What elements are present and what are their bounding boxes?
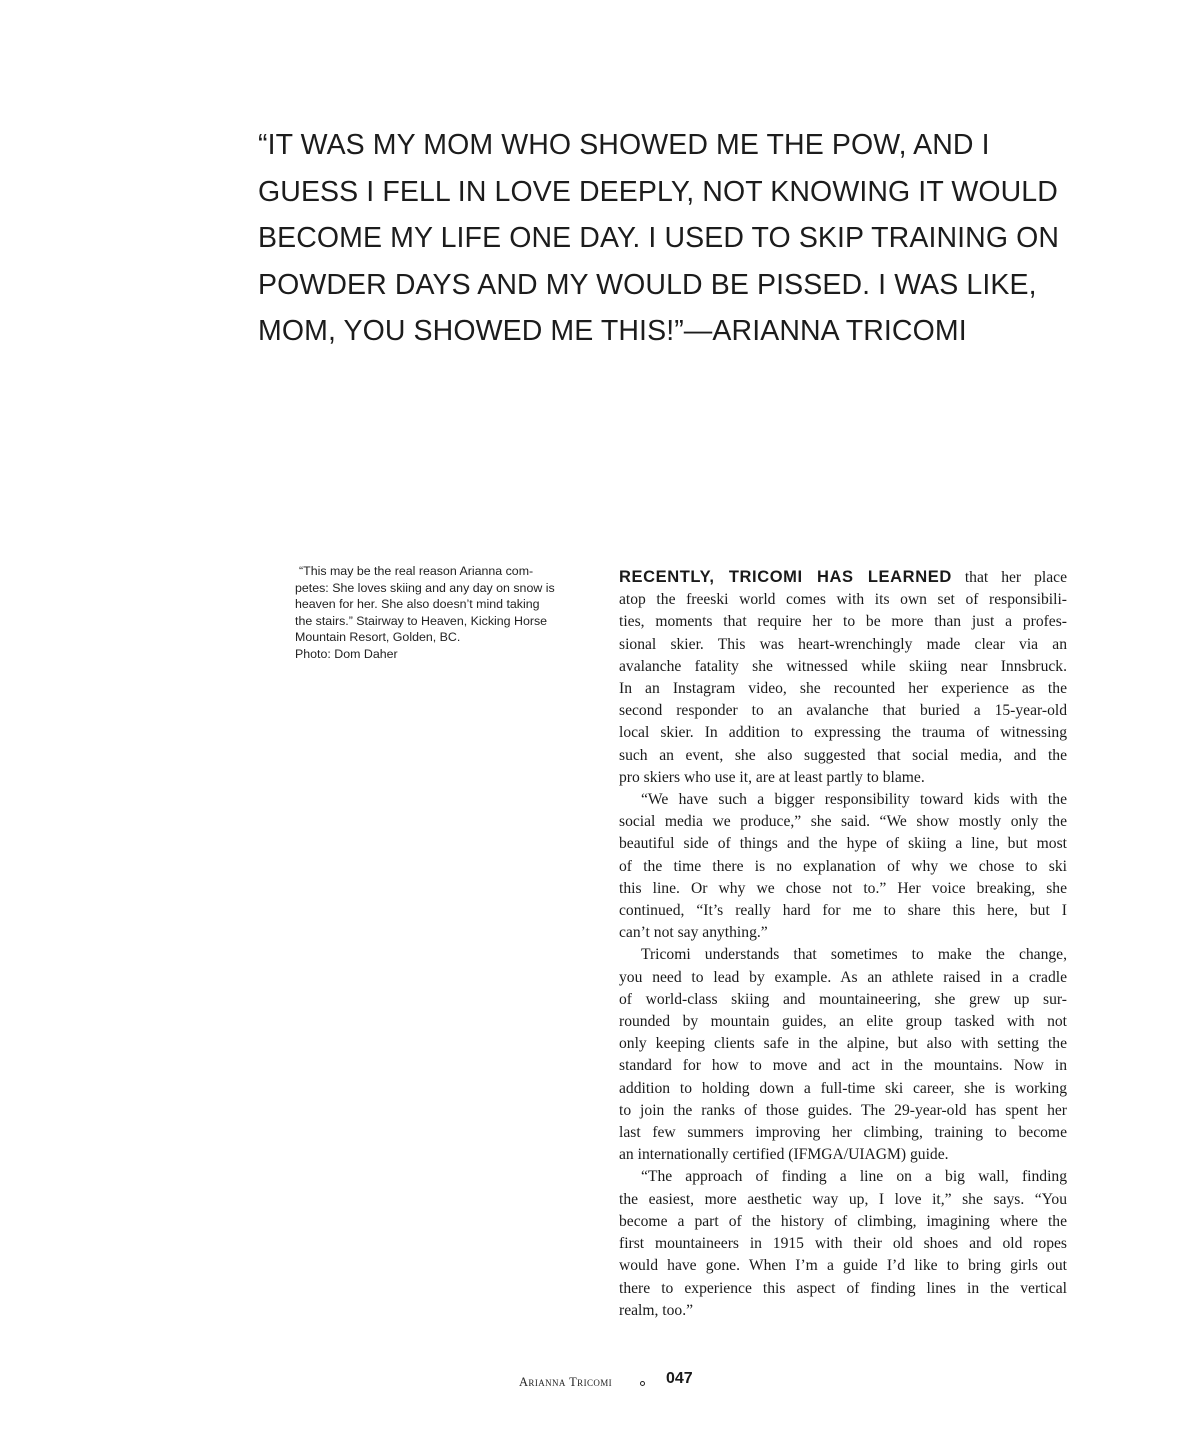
pull-quote-line: BECOME MY LIFE ONE DAY. I USED TO SKIP TRAINING ON bbox=[258, 222, 1060, 254]
article-line bbox=[619, 566, 1067, 589]
article-line: pro skiers who use it, are at least partly to blame. bbox=[619, 768, 925, 786]
article-paragraph bbox=[619, 566, 1067, 789]
article-line: local skier. In addition to expressing the trauma of witnessing bbox=[619, 724, 1067, 742]
article-line: “We have such a bigger responsibility toward kids with the bbox=[641, 791, 1067, 809]
article-line: the easiest, more aesthetic way up, I love it,” she says. “You bbox=[619, 1190, 1067, 1208]
caption-line: petes: She loves skiing and any day on snow is bbox=[295, 580, 555, 595]
article-paragraph bbox=[619, 789, 1067, 944]
caption-line: Mountain Resort, Golden, BC. bbox=[295, 630, 461, 644]
article-line: realm, too.” bbox=[619, 1301, 694, 1319]
article-line: sional skier. This was heart-wrenchingly made clear via an bbox=[619, 635, 1067, 653]
article-line: addition to holding down a full-time ski career, she is working bbox=[619, 1079, 1067, 1097]
article-line: rounded by mountain guides, an elite group tasked with not bbox=[619, 1013, 1067, 1031]
photo-credit: Photo: Dom Daher bbox=[295, 646, 398, 661]
caption-line: the stairs.” Stairway to Heaven, Kicking Horse bbox=[295, 613, 548, 628]
pull-quote-line: POWDER DAYS AND MY WOULD BE PISSED. I WAS LIKE, bbox=[258, 268, 1037, 301]
article-line: would have gone. When I’m a guide I’d like to bring girls out bbox=[619, 1257, 1067, 1275]
article-line: In an Instagram video, she recounted her experience as the bbox=[619, 680, 1067, 698]
caption-line: “This may be the real reason Arianna com- bbox=[299, 564, 534, 578]
lead-in: RECENTLY, TRICOMI HAS LEARNED bbox=[619, 568, 952, 586]
article-line: you need to lead by example. As an athlete raised in a cradle bbox=[619, 968, 1067, 986]
article-line: can’t not say anything.” bbox=[619, 924, 768, 942]
article-line: avalanche fatality she witnessed while skiing near Innsbruck. bbox=[619, 657, 1067, 675]
article-line: become a part of the history of climbing, imagining where the bbox=[619, 1212, 1067, 1230]
circle-bullet-icon bbox=[640, 1381, 645, 1386]
pull-quote-line: MOM, YOU SHOWED ME THIS!”—ARIANNA TRICOMI bbox=[258, 315, 967, 347]
lead-in-continuation: that her place bbox=[951, 569, 1067, 586]
photo-caption bbox=[295, 563, 585, 662]
article-line: beautiful side of things and the hype of skiing a line, but most bbox=[619, 835, 1067, 853]
article-line: there to experience this aspect of finding lines in the vertical bbox=[619, 1279, 1067, 1297]
article-line: atop the freeski world comes with its own set of responsibili- bbox=[619, 591, 1067, 609]
article-body bbox=[619, 566, 1067, 1322]
article-line: social media we produce,” she said. “We show mostly only the bbox=[619, 813, 1067, 831]
article-line: only keeping clients safe in the alpine, but also with setting the bbox=[619, 1035, 1067, 1053]
running-footer-title: Arianna Tricomi bbox=[519, 1375, 613, 1389]
article-line: ties, moments that require her to be more than just a profes- bbox=[619, 613, 1067, 631]
caption-line: heaven for her. She also doesn’t mind taking bbox=[295, 597, 540, 611]
article-line: “The approach of finding a line on a big wall, finding bbox=[641, 1168, 1067, 1186]
article-line: an internationally certified (IFMGA/UIAGM) guide. bbox=[619, 1146, 949, 1164]
article-line: of world-class skiing and mountaineering, she grew up sur- bbox=[619, 990, 1067, 1008]
pull-quote bbox=[258, 122, 1078, 355]
article-line: first mountaineers in 1915 with their old shoes and old ropes bbox=[619, 1235, 1067, 1253]
article-line: Tricomi understands that sometimes to make the change, bbox=[641, 946, 1067, 964]
article-line: standard for how to move and act in the mountains. Now in bbox=[619, 1057, 1067, 1075]
pull-quote-line: GUESS I FELL IN LOVE DEEPLY, NOT KNOWING IT WOULD bbox=[258, 175, 1058, 208]
article-line: of the time there is no explanation of why we chose to ski bbox=[619, 857, 1067, 875]
article-line: second responder to an avalanche that buried a 15-year-old bbox=[619, 702, 1067, 720]
article-line: to join the ranks of those guides. The 29-year-old has spent her bbox=[619, 1101, 1067, 1119]
article-line: such an event, she also suggested that social media, and the bbox=[619, 746, 1067, 764]
article-paragraph bbox=[619, 944, 1067, 1166]
article-line: continued, “It’s really hard for me to share this here, but I bbox=[619, 902, 1067, 920]
article-line: last few summers improving her climbing, training to become bbox=[619, 1124, 1067, 1142]
page-footer bbox=[0, 1370, 1200, 1394]
article-paragraph bbox=[619, 1166, 1067, 1321]
article-line: this line. Or why we chose not to.” Her voice breaking, she bbox=[619, 879, 1067, 897]
pull-quote-line: “IT WAS MY MOM WHO SHOWED ME THE POW, AND I bbox=[258, 129, 990, 161]
page-number: 047 bbox=[666, 1370, 693, 1387]
